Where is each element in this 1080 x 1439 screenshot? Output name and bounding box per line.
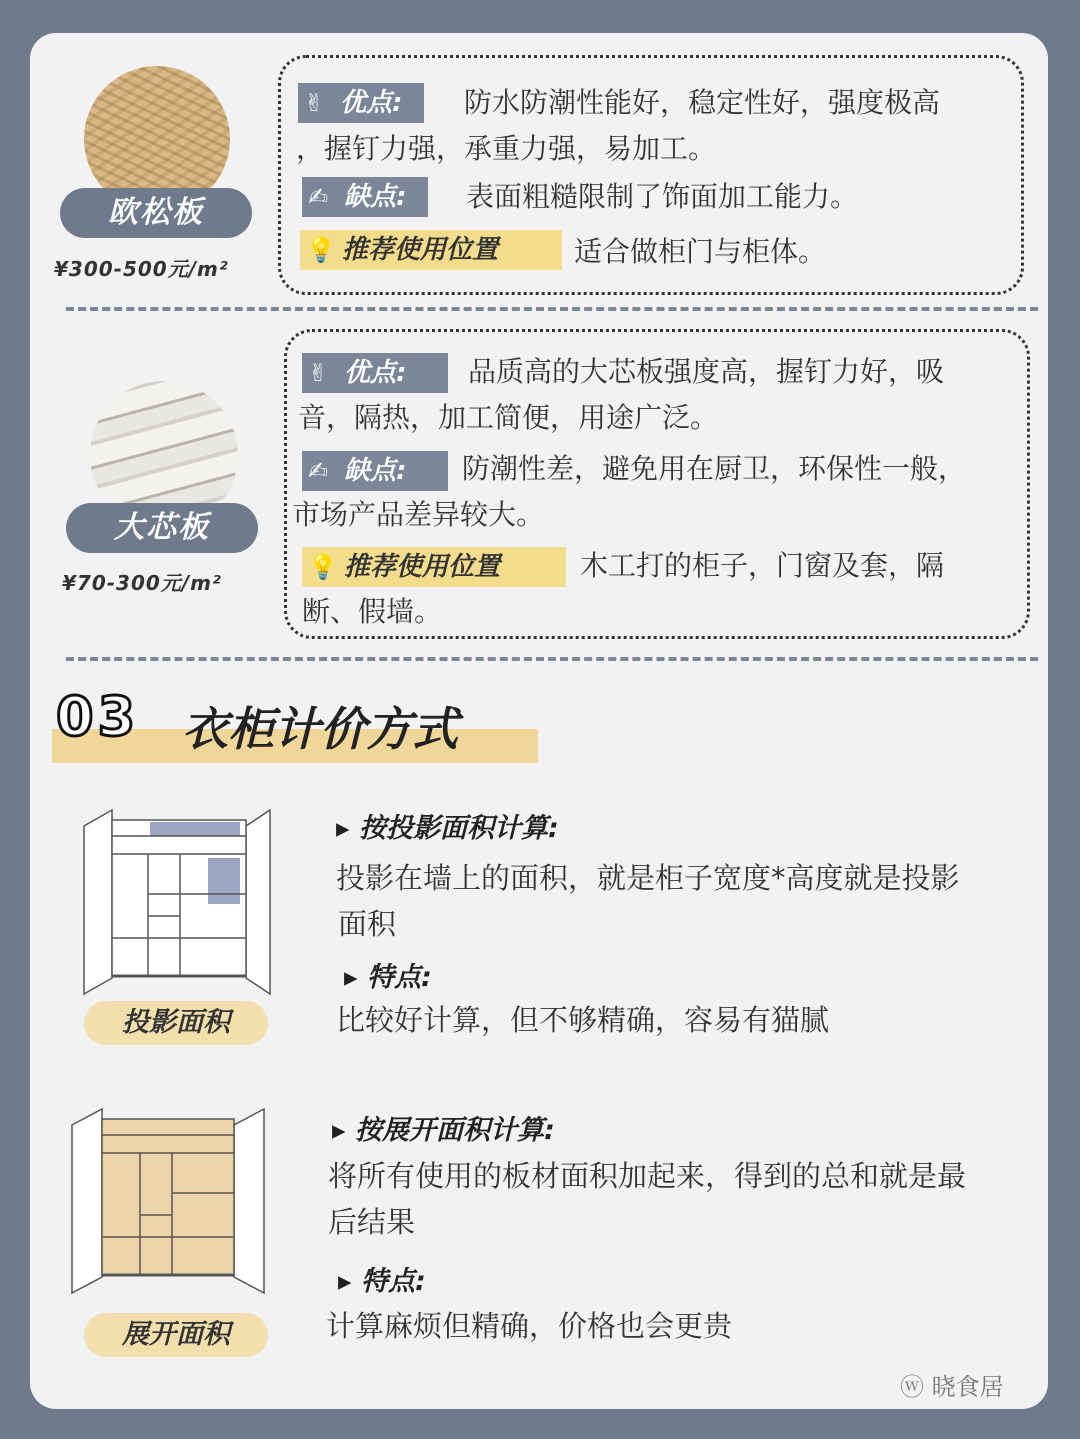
method-desc: 将所有使用的板材面积加起来，得到的总和就是最	[328, 1159, 967, 1193]
watermark: ⓦ 晓食居	[900, 1373, 1004, 1401]
board-price: ¥70-300元/m²	[62, 571, 222, 595]
method-label: 投影面积	[84, 1001, 268, 1045]
lightbulb-icon: 💡	[306, 236, 336, 264]
method-heading: ▸ 按展开面积计算:	[332, 1115, 555, 1146]
triangle-bullet-icon: ▸	[332, 1115, 355, 1146]
recommend-text: 木工打的柜子，门窗及套，隔	[580, 549, 945, 582]
method-label: 展开面积	[84, 1313, 268, 1357]
pros-tag: ✌ 优点:	[302, 353, 448, 393]
section-title: 衣柜计价方式	[182, 702, 458, 756]
feature-text: 计算麻烦但精确，价格也会更贵	[326, 1309, 733, 1343]
recommend-tag: 💡 推荐使用位置	[302, 547, 566, 587]
triangle-bullet-icon: ▸	[338, 1266, 361, 1297]
method-heading: ▸ 按投影面积计算:	[336, 813, 559, 844]
cons-text: 表面粗糙限制了饰面加工能力。	[466, 180, 859, 213]
pros-text-cont: 音，隔热，加工简便，用途广泛。	[298, 401, 719, 434]
wardrobe-projection-illustration	[80, 798, 280, 998]
cons-tag: ✍ 缺点:	[302, 177, 428, 217]
cons-text-cont: 市场产品差异较大。	[292, 498, 545, 531]
board-name-pill: 大芯板	[66, 503, 258, 553]
thumbs-up-icon: ✌	[308, 359, 329, 387]
content-card	[30, 33, 1048, 1409]
pros-text-cont: ，握钉力强，承重力强，易加工。	[296, 132, 717, 165]
board-name-pill: 欧松板	[60, 188, 252, 238]
cons-text: 防潮性差，避免用在厨卫，环保性一般，	[462, 452, 967, 485]
divider	[66, 657, 1038, 661]
feature-heading: ▸ 特点:	[344, 962, 432, 993]
pros-tag: ✌ 优点:	[298, 83, 424, 123]
cons-tag: ✍ 缺点:	[302, 451, 448, 491]
recommend-text-cont: 断、假墙。	[302, 595, 443, 628]
method-desc-cont: 面积	[338, 907, 397, 941]
board-price: ¥300-500元/m²	[54, 257, 229, 281]
thumbs-up-icon: ✌	[304, 89, 325, 117]
wardrobe-unfolded-illustration	[68, 1099, 268, 1299]
wechat-icon: ⓦ	[900, 1373, 932, 1401]
thumbs-down-icon: ✍	[308, 457, 329, 485]
section-number: 03	[56, 685, 140, 748]
thumbs-down-icon: ✍	[308, 183, 329, 211]
feature-text: 比较好计算，但不够精确，容易有猫腻	[336, 1003, 830, 1037]
divider	[66, 307, 1038, 311]
pros-text: 防水防潮性能好，稳定性好，强度极高	[464, 86, 941, 119]
lightbulb-icon: 💡	[308, 553, 338, 581]
pros-text: 品质高的大芯板强度高，握钉力好，吸	[468, 355, 945, 388]
feature-heading: ▸ 特点:	[338, 1266, 426, 1297]
triangle-bullet-icon: ▸	[336, 813, 359, 844]
method-desc: 投影在墙上的面积，就是柜子宽度*高度就是投影	[336, 861, 960, 895]
recommend-text: 适合做柜门与柜体。	[574, 235, 827, 268]
recommend-tag: 💡 推荐使用位置	[300, 230, 562, 270]
triangle-bullet-icon: ▸	[344, 962, 367, 993]
method-desc-cont: 后结果	[328, 1205, 416, 1239]
